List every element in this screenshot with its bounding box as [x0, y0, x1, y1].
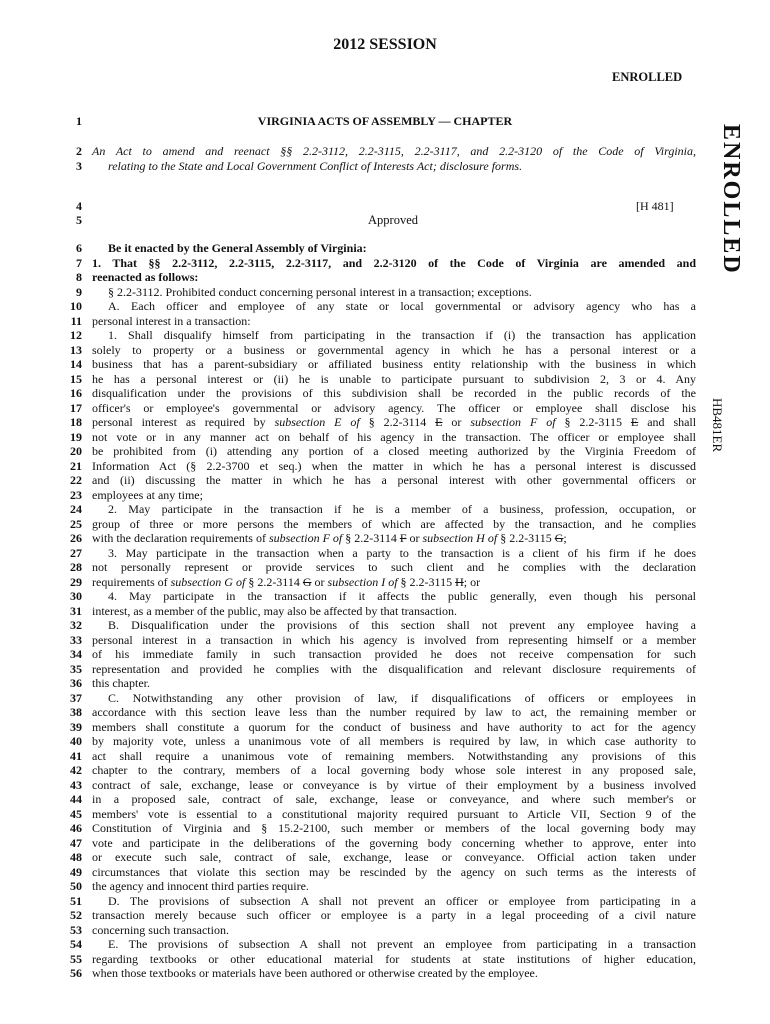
body-line: E. The provisions of subsection A shall not prevent an employee from participating in a transaction [108, 937, 696, 951]
body-text-run: requirements of [92, 574, 168, 589]
body-line: not vote or in any manner act on behalf of his agency in the transaction. The officer or employee shall [92, 429, 696, 444]
line-number: 37 [70, 690, 82, 705]
body-text-run: ; [563, 531, 567, 545]
bill-body [92, 241, 696, 981]
line-number: 28 [70, 560, 82, 574]
line-number: 31 [70, 603, 82, 618]
line-number: 15 [70, 371, 82, 386]
body-text-run: or [314, 574, 325, 589]
body-line: or execute such sale, contract of sale, exchange, lease or conveyance. Official action taken under [92, 850, 696, 864]
struck-text: H [455, 574, 464, 589]
side-bill-text: HB481ER [710, 398, 725, 453]
body-line: 4. May participate in the transaction if it affects the public generally, even though his personal [108, 589, 696, 603]
body-text-run: and shall [647, 415, 696, 429]
inserted-text: subsection I of [327, 574, 398, 589]
line-number: 48 [70, 850, 82, 864]
body-line: disqualification under the provisions of this subdivision shall be recorded in the public records of the [92, 386, 696, 400]
line-number: 7 [76, 255, 82, 270]
struck-text: F [399, 531, 407, 545]
body-line: D. The provisions of subsection A shall not prevent an officer or employee from participating in a [108, 893, 696, 908]
body-line: by majority vote, unless a unanimous vote of all members is required by law, in which case authority to [92, 734, 696, 748]
line-number: 47 [70, 835, 82, 850]
line-number: 11 [70, 313, 82, 328]
inserted-text: subsection G of [170, 574, 246, 589]
body-line: employees at any time; [92, 487, 203, 502]
line-number: 56 [70, 966, 82, 980]
body-line: representation and provided he complies with the disqualification and relevant disclosure requirements of [92, 661, 696, 676]
body-line: 3. May participate in the transaction when a party to the transaction is a client of his firm if he does [108, 545, 696, 560]
body-line: of his immediate family in such transaction provided he does not receive compensation for such [92, 647, 696, 661]
line-number: 14 [70, 357, 82, 371]
line-number: 38 [70, 705, 82, 719]
body-line [92, 575, 696, 590]
side-enrolled-stamp [718, 124, 744, 314]
struck-text: G [554, 531, 564, 545]
act-title [92, 144, 696, 173]
body-line: officer's or employee's governmental or advisory agency. The officer or employee shall disclose his [92, 400, 696, 415]
line-number: 49 [70, 864, 82, 879]
line-number: 12 [70, 328, 82, 342]
inserted-text: subsection F of [268, 531, 343, 545]
line-number: 6 [76, 241, 82, 255]
line-number: 13 [70, 342, 82, 357]
act-title-line-2: relating to the State and Local Government Conflict of Interests Act; disclosure forms. [108, 158, 523, 173]
body-text-run: § 2.2-3115 [400, 574, 453, 589]
body-line: Be it enacted by the General Assembly of Virginia: [108, 241, 367, 255]
body-line: personal interest in a transaction: [92, 313, 251, 328]
line-number: 50 [70, 879, 82, 893]
body-line: B. Disqualification under the provisions of this section shall not prevent any employee having a [108, 618, 696, 632]
body-text-run: with the declaration requirements of [92, 531, 266, 545]
body-line: solely to property or a business or governmental agency in which he has a personal interest or a [92, 342, 696, 357]
line-number: 52 [70, 908, 82, 922]
line-number: 18 [70, 415, 82, 429]
line-number: 53 [70, 922, 82, 937]
struck-text: E [435, 415, 443, 429]
body-text-run: § 2.2-3115 [564, 415, 622, 429]
line-number: 23 [70, 487, 82, 502]
body-line: act shall require a unanimous vote of remaining members. Notwithstanding any provisions of this [92, 748, 696, 763]
body-line: Information Act (§ 2.2-3700 et seq.) when the matter in which he has a personal interest is discussed [92, 458, 696, 473]
body-text-run: or [409, 531, 420, 545]
body-line: group of three or more persons the members of which are affected by the transaction, and he complies [92, 516, 696, 531]
line-number: 43 [70, 777, 82, 792]
body-line: A. Each officer and employee of any state or local governmental or advisory agency who has a [108, 299, 696, 313]
body-line: personal interest in a transaction in which his agency is involved from representing himself or a member [92, 632, 696, 647]
body-line: members' vote is essential to a constitutional majority required pursuant to Article VII, Section 9 of the [92, 806, 696, 821]
line-number: 33 [70, 632, 82, 647]
line-number: 17 [70, 400, 82, 415]
line-number: 42 [70, 763, 82, 777]
side-enrolled-text: ENROLLED [718, 124, 744, 275]
body-line: chapter to the contrary, members of a local governing body whose sole interest in any proposed sale, [92, 763, 696, 777]
line-number: 27 [70, 545, 82, 560]
session-heading: 2012 SESSION [333, 36, 437, 53]
body-line: business that has a parent-subsidiary or affiliated business entity relationship with the business in which [92, 357, 696, 371]
line-number: 16 [70, 386, 82, 400]
body-text-run: ; or [463, 574, 481, 589]
body-line: he has a personal interest or (ii) he is unable to participate pursuant to subdivision 2, 3 or 4. Any [92, 371, 696, 386]
line-number: 39 [70, 719, 82, 734]
line-number: 1 [76, 114, 82, 128]
line-number: 54 [70, 937, 82, 951]
body-line: regarding textbooks or other educational material for students at state institutions of higher education, [92, 951, 696, 966]
body-line: accordance with this section leave less than the number required by law to act, the remaining member or [92, 705, 696, 719]
line-number: 26 [70, 531, 82, 545]
body-line: this chapter. [92, 676, 150, 690]
line-number: 2 [76, 144, 82, 158]
line-number: 22 [70, 473, 82, 487]
body-line: not personally represent or provide services to such client and he complies with the declaration [92, 560, 696, 574]
inserted-text: subsection H of [422, 531, 498, 545]
struck-text: G [302, 574, 312, 589]
inserted-text: subsection F of [470, 415, 556, 429]
body-text-run: § 2.2-3114 [368, 415, 427, 429]
struck-text: E [630, 415, 639, 429]
chapter-title: VIRGINIA ACTS OF ASSEMBLY –– CHAPTER [257, 114, 513, 128]
body-line: 1. Shall disqualify himself from participating in the transaction if (i) the transaction has application [108, 328, 696, 342]
line-number: 9 [76, 284, 82, 299]
body-line: C. Notwithstanding any other provision of law, if disqualifications of officers or employees in [108, 690, 696, 705]
body-line: members shall constitute a quorum for the conduct of business and have authority to act for the agency [92, 719, 696, 734]
line-number: 32 [70, 618, 82, 632]
approved-label: Approved [368, 213, 418, 227]
line-number: 25 [70, 516, 82, 531]
section-heading: § 2.2-3112. Prohibited conduct concerning personal interest in a transaction; exceptions. [108, 284, 532, 299]
body-line: 2. May participate in the transaction if he is a member of a business, profession, occupation, or [108, 502, 696, 516]
body-line: contract of sale, exchange, lease or conveyance is by virtue of their employment by a business involved [92, 777, 696, 792]
body-text-run: § 2.2-3115 [500, 531, 552, 545]
line-number: 3 [76, 158, 82, 173]
side-bill-number [710, 398, 726, 462]
line-number: 29 [70, 574, 82, 589]
inserted-text: subsection E of [274, 415, 360, 429]
body-line: the agency and innocent third parties require. [92, 879, 309, 893]
body-line: Constitution of Virginia and § 15.2-2100, such member or members of the local governing body may [92, 821, 696, 835]
body-text-run: § 2.2-3114 [248, 574, 300, 589]
line-number: 44 [70, 792, 82, 806]
line-number: 36 [70, 676, 82, 690]
line-number: 10 [70, 299, 82, 313]
line-number: 24 [70, 502, 82, 516]
body-line [92, 415, 696, 430]
line-number: 55 [70, 951, 82, 966]
body-line: in a proposed sale, contract of sale, exchange, lease or conveyance, and where such member's or [92, 792, 696, 806]
body-text-run: § 2.2-3114 [345, 531, 397, 545]
line-number: 30 [70, 589, 82, 603]
line-number: 51 [70, 893, 82, 908]
act-title-line-1: An Act to amend and reenact §§ 2.2-3112, 2.2-3115, 2.2-3117, and 2.2-3120 of the Code of Virginia, [92, 144, 696, 158]
body-line: 1. That §§ 2.2-3112, 2.2-3115, 2.2-3117, and 2.2-3120 of the Code of Virginia are amended and [92, 255, 696, 270]
line-number: 4 [76, 199, 82, 213]
line-number: 21 [70, 458, 82, 473]
bill-number: [H 481] [636, 199, 674, 213]
body-line: transaction merely because such officer or employee is a party in a legal proceeding of a civil nature [92, 908, 696, 922]
line-number: 5 [76, 213, 82, 227]
line-number: 34 [70, 647, 82, 661]
enrolled-label: ENROLLED [612, 70, 683, 84]
body-line: reenacted as follows: [92, 270, 199, 284]
line-number: 40 [70, 734, 82, 748]
body-line: be prohibited from (i) attending any portion of a closed meeting authorized by the Virginia Freedom of [92, 444, 696, 458]
body-line [92, 531, 696, 546]
body-line: interest, as a member of the public, may also be affected by that transaction. [92, 603, 457, 618]
body-line: circumstances that violate this section may be rescinded by the agency on such terms as the interests of [92, 864, 696, 879]
body-line: when those textbooks or materials have been authored or otherwise created by the employee. [92, 966, 538, 980]
body-text-run: personal interest as required by [92, 415, 266, 429]
line-number: 8 [76, 270, 82, 284]
body-line: concerning such transaction. [92, 922, 229, 937]
line-number: 19 [70, 429, 82, 444]
line-number: 20 [70, 444, 82, 458]
body-text-run: or [451, 415, 462, 429]
line-number: 41 [70, 748, 82, 763]
body-line: vote and participate in the deliberations of the governing body concerning whether to approve, enter into [92, 835, 696, 850]
line-number: 46 [70, 821, 82, 835]
line-number: 35 [70, 661, 82, 676]
body-line: and (ii) discussing the matter in which he has a personal interest with other governmental officers or [92, 473, 696, 487]
line-number: 45 [70, 806, 82, 821]
